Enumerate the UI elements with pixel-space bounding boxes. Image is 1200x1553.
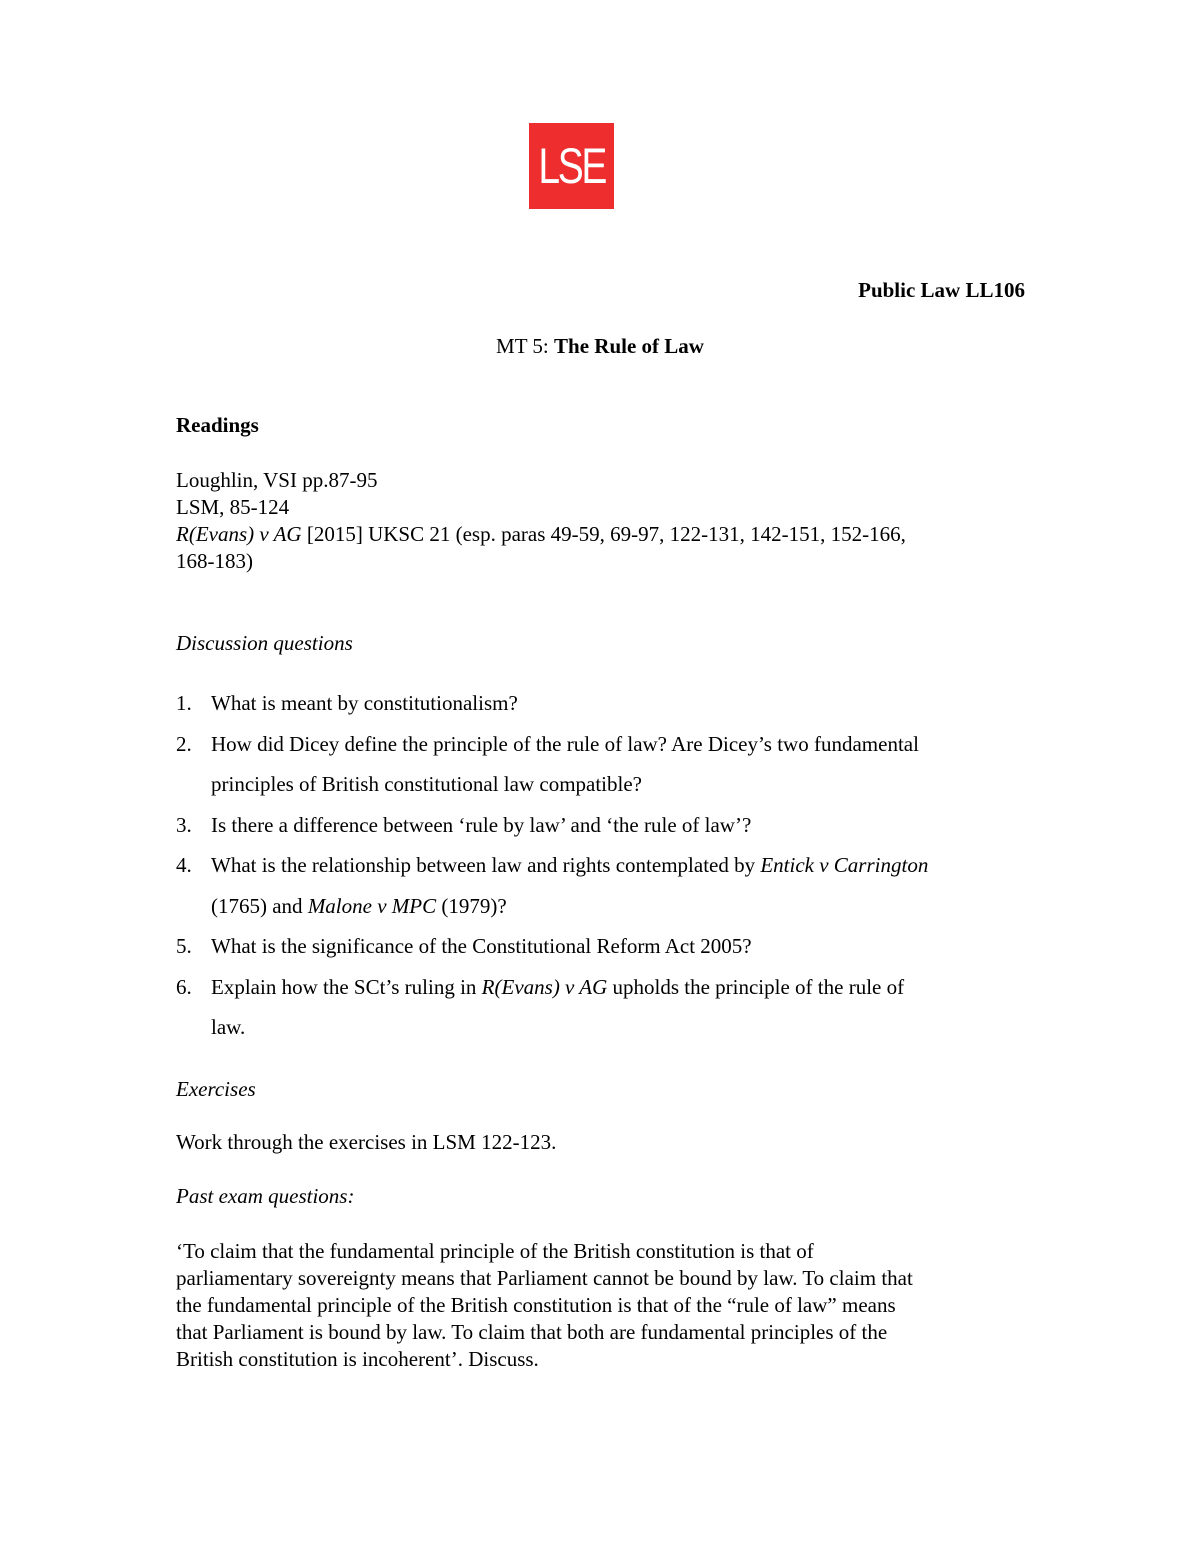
case-name: R(Evans) v AG [481, 974, 608, 999]
question-number: 4. [176, 853, 192, 877]
lse-logo [529, 123, 614, 209]
session-topic: The Rule of Law [554, 334, 704, 358]
question-text: What is meant by constitutionalism? [211, 691, 518, 715]
discussion-heading: Discussion questions [176, 631, 353, 655]
case-name: Malone v MPC [307, 893, 437, 918]
past-exam-question: ‘To claim that the fundamental principle of the British constitution is that of parliamentary sovereignty means that Parliament cannot be bound by law. To claim that the fundamental principle of the British constitution is that of the “rule of law” means that Parliament is bound by law. To claim that both are fundamental principles of the British constitution is incoherent’. Discuss. [176, 1239, 913, 1371]
session-prefix: MT 5: [496, 334, 555, 358]
question-number: 3. [176, 812, 192, 837]
question-item [176, 845, 1036, 926]
case-name: Entick v Carrington [760, 853, 929, 877]
reading-item-continued: 168-183) [176, 549, 253, 573]
question-text: What is the significance of the Constitutional Reform Act 2005? [211, 934, 752, 958]
exercises-heading: Exercises [176, 1077, 256, 1101]
question-text: Is there a difference between ‘rule by law’ and ‘the rule of law’? [211, 812, 752, 837]
question-item [176, 805, 1036, 846]
question-item [176, 926, 1036, 967]
course-title: Public Law LL106 [858, 278, 1025, 302]
exercises-text: Work through the exercises in LSM 122-123. [176, 1130, 557, 1154]
question-text: What is the relationship between law and rights contemplated by Entick v Carrington (1765) and Malone v MPC (1979)? [211, 853, 929, 918]
past-exam-heading: Past exam questions: [176, 1184, 355, 1208]
question-text: Explain how the SCt’s ruling in R(Evans) v AG upholds the principle of the rule of law. [211, 974, 905, 1039]
question-number: 5. [176, 934, 192, 958]
readings-list [176, 467, 1036, 575]
case-name: R(Evans) v AG [176, 522, 302, 546]
question-number: 6. [176, 974, 192, 999]
reading-item: Loughlin, VSI pp.87-95 [176, 468, 378, 492]
question-text: How did Dicey define the principle of the rule of law? Are Dicey’s two fundamental principles of British constitutional law compatible? [211, 731, 919, 796]
reading-item: LSM, 85-124 [176, 495, 290, 519]
question-number: 2. [176, 731, 192, 756]
reading-item: R(Evans) v AG [2015] UKSC 21 (esp. paras 49-59, 69-97, 122-131, 142-151, 152-166, [176, 522, 906, 546]
question-item [176, 724, 1036, 805]
question-number: 1. [176, 691, 192, 715]
readings-heading: Readings [176, 413, 259, 437]
lse-logo-text: LSE [538, 138, 606, 194]
discussion-question-list [176, 683, 1036, 1048]
question-item [176, 967, 1036, 1048]
question-item [176, 683, 1036, 724]
session-title [300, 332, 900, 360]
